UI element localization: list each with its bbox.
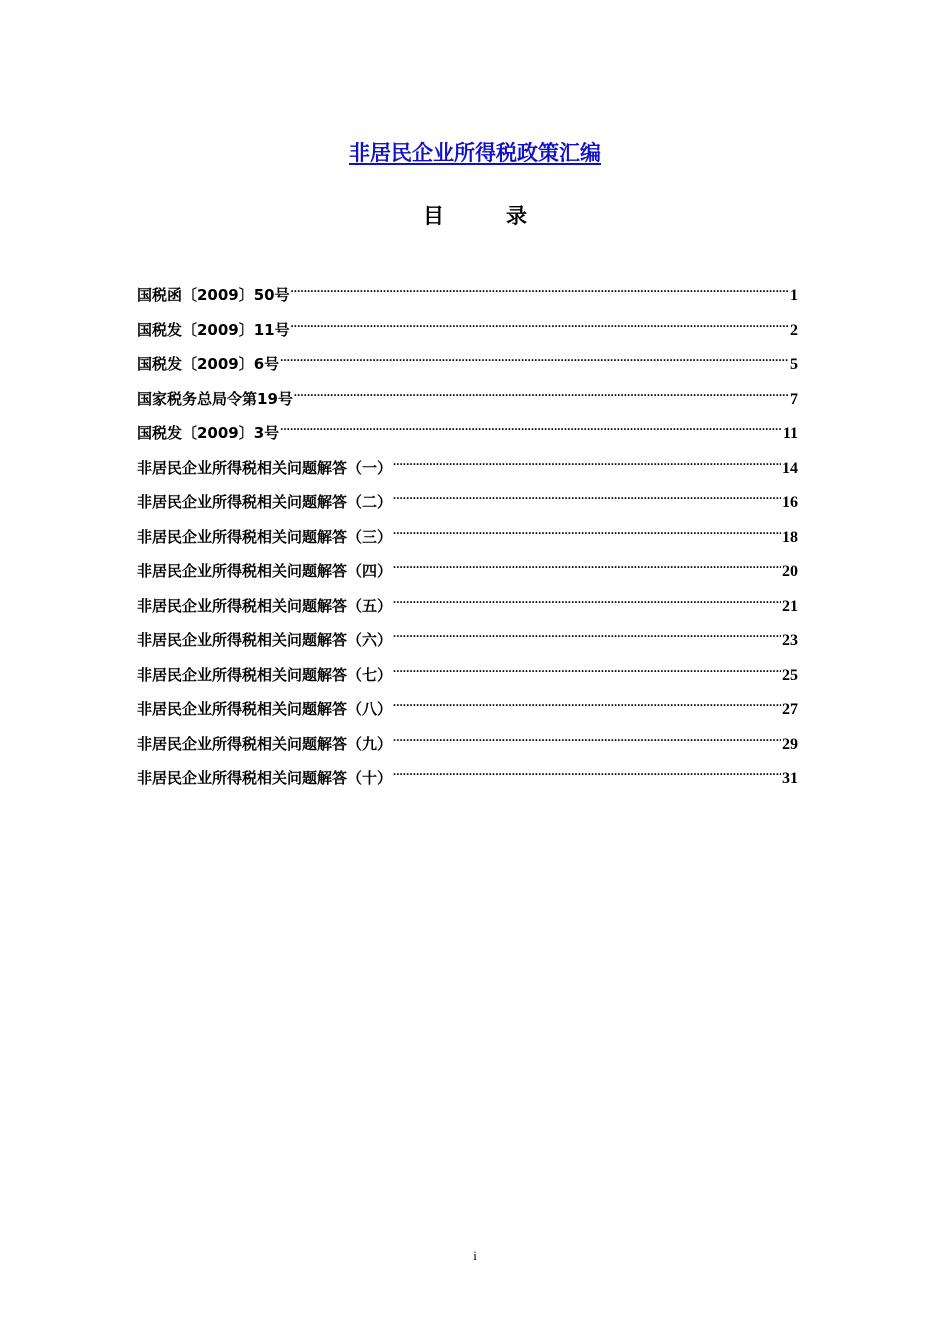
toc-entry[interactable]: [137, 272, 798, 307]
toc-leader-dots: [393, 755, 781, 783]
toc-entry-label: 非居民企业所得税相关问题解答（七）: [137, 665, 393, 684]
document-title-link[interactable]: 非居民企业所得税政策汇编: [349, 141, 601, 165]
toc-leader-dots: [393, 686, 781, 714]
toc-leader-dots: [294, 376, 789, 404]
toc-entry-page: 16: [782, 494, 798, 511]
toc-leader-dots: [393, 617, 781, 645]
toc-entry[interactable]: [137, 583, 798, 618]
toc-entry-label: 非居民企业所得税相关问题解答（十）: [137, 769, 393, 787]
toc-leader-dots: [280, 410, 782, 438]
toc-entry[interactable]: [137, 479, 798, 514]
toc-leader-dots: [393, 583, 781, 611]
toc-entry[interactable]: [137, 721, 798, 756]
toc-entry-page: 11: [782, 425, 798, 442]
toc-entry-label: 非居民企业所得税相关问题解答（八）: [137, 700, 393, 718]
toc-entry[interactable]: [137, 410, 798, 445]
toc-leader-dots: [291, 307, 789, 335]
toc-entry-page: 27: [782, 701, 798, 718]
toc-entry-label: 非居民企业所得税相关问题解答（一）: [137, 458, 393, 477]
toc-leader-dots: [393, 548, 781, 576]
page-number: i: [473, 1248, 477, 1263]
toc-entry-page: 2: [790, 321, 798, 339]
toc-entry-label: 非居民企业所得税相关问题解答（五）: [137, 596, 393, 615]
toc-entry-label: 国家税务总局令第19号: [137, 389, 293, 408]
toc-leader-dots: [291, 272, 789, 300]
toc-entry-page: 31: [782, 770, 798, 787]
toc-leader-dots: [393, 721, 781, 749]
toc-entry[interactable]: [137, 376, 798, 411]
toc-leader-dots: [393, 445, 781, 473]
toc-entry[interactable]: [137, 341, 798, 376]
toc-heading: 目录: [423, 204, 589, 228]
toc-entry-label: 国税发〔2009〕6号: [137, 355, 280, 373]
toc-entry-page: 23: [782, 632, 798, 649]
table-of-contents: [137, 272, 798, 790]
toc-entry[interactable]: [137, 548, 798, 583]
toc-entry[interactable]: [137, 307, 798, 342]
toc-entry-label: 国税发〔2009〕3号: [137, 424, 280, 442]
toc-entry-page: 7: [790, 390, 798, 408]
toc-entry[interactable]: [137, 514, 798, 549]
toc-leader-dots: [393, 514, 781, 542]
toc-entry-page: 29: [782, 735, 798, 753]
toc-entry-label: 非居民企业所得税相关问题解答（三）: [137, 527, 393, 546]
toc-entry-label: 国税发〔2009〕11号: [137, 320, 290, 339]
toc-entry-page: 20: [782, 563, 798, 580]
toc-entry-page: 1: [790, 287, 798, 304]
toc-entry[interactable]: [137, 445, 798, 480]
toc-entry-label: 非居民企业所得税相关问题解答（九）: [137, 734, 393, 753]
toc-entry[interactable]: [137, 755, 798, 790]
toc-entry-page: 14: [782, 459, 798, 477]
toc-leader-dots: [280, 341, 789, 369]
toc-entry[interactable]: [137, 617, 798, 652]
toc-entry[interactable]: [137, 686, 798, 721]
toc-entry-page: 5: [790, 356, 798, 373]
toc-entry-label: 非居民企业所得税相关问题解答（四）: [137, 562, 393, 580]
toc-entry-label: 非居民企业所得税相关问题解答（二）: [137, 493, 393, 511]
toc-entry-page: 21: [782, 597, 798, 615]
toc-leader-dots: [393, 652, 781, 680]
toc-entry-label: 国税函〔2009〕50号: [137, 286, 290, 304]
toc-entry-label: 非居民企业所得税相关问题解答（六）: [137, 631, 393, 649]
toc-entry-page: 18: [782, 528, 798, 546]
toc-leader-dots: [393, 479, 781, 507]
toc-entry-page: 25: [782, 666, 798, 684]
toc-entry[interactable]: [137, 652, 798, 687]
